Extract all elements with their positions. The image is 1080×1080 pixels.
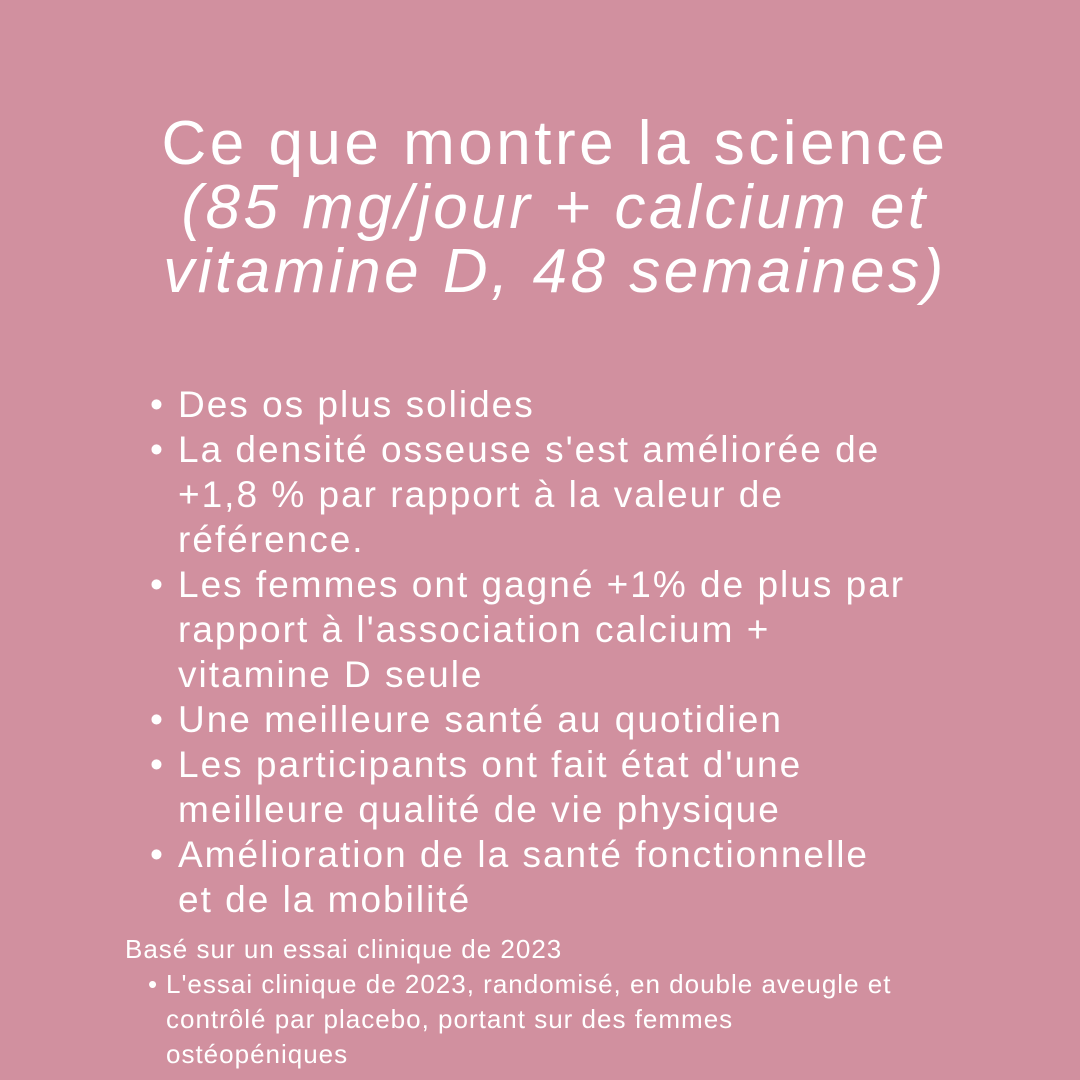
list-item [150, 382, 908, 427]
benefits-list [150, 382, 908, 922]
bullet-icon: • [150, 744, 165, 785]
list-item-text: Une meilleure santé au quotidien [178, 699, 783, 740]
list-item-text: La densité osseuse s'est améliorée de +1,8 % par rapport à la valeur de référence. [178, 429, 881, 560]
footnote-item [148, 967, 906, 1072]
page-title [70, 109, 1040, 306]
footnote-heading: Basé sur un essai clinique de 2023 [125, 934, 563, 964]
bullet-icon: • [150, 699, 165, 740]
bullet-icon: • [150, 834, 165, 875]
title-line-2: (85 mg/jour + calcium et [181, 173, 929, 242]
title-line-1: Ce que montre la science [161, 109, 949, 178]
list-item [150, 742, 908, 832]
list-item-text: Des os plus solides [178, 384, 535, 425]
bullet-icon: • [150, 564, 165, 605]
list-item [150, 562, 908, 697]
list-item-text: Les participants ont fait état d'une meilleure qualité de vie physique [178, 744, 803, 830]
list-item [150, 832, 908, 922]
list-item-text: Les femmes ont gagné +1% de plus par rapport à l'association calcium + vitamine D seule [178, 564, 906, 695]
bullet-icon: • [148, 969, 159, 999]
bullet-icon: • [150, 429, 165, 470]
title-line-3: vitamine D, 48 semaines) [163, 237, 947, 306]
bullet-icon: • [150, 384, 165, 425]
footnote-block [125, 932, 915, 1072]
list-item [150, 427, 908, 562]
footnote-item-text: L'essai clinique de 2023, randomisé, en double aveugle et contrôlé par placebo, portant sur des femmes ostéopéniques [166, 969, 892, 1069]
list-item-text: Amélioration de la santé fonctionnelle et de la mobilité [178, 834, 869, 920]
footnote-list [148, 967, 906, 1072]
list-item [150, 697, 908, 742]
